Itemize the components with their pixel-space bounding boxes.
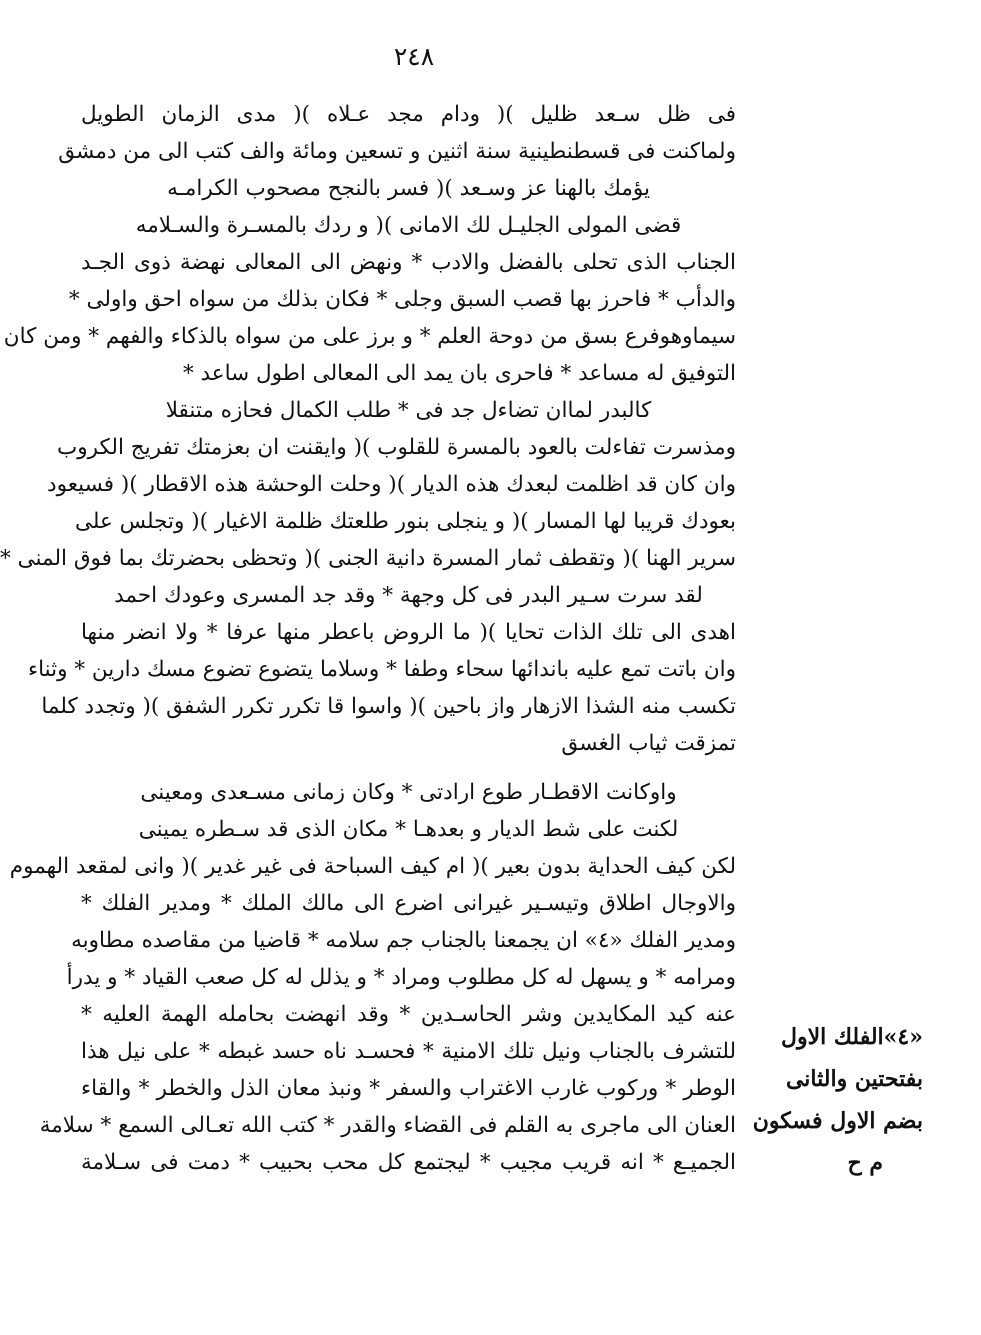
text-line: تكسب منه الشذا الازهار واز باحين )( واسوا قا تكرر تكرر الشفق )( وتجدد كلما bbox=[41, 694, 736, 719]
text-line: ومذسرت تفاءلت بالعود بالمسرة للقلوب )( وايقنت ان بعزمتك تفريج الكروب bbox=[57, 435, 736, 460]
verse-line: كالبدر لماان تضاءل جد فى * طلب الكمال فحازه متنقلا bbox=[165, 398, 652, 423]
text-line: والدأب * فاحرز بها قصب السبق وجلى * فكان بذلك من سواه احق واولى * bbox=[68, 287, 736, 312]
text-line: ومرامه * و يسهل له كل مطلوب ومراد * و يذلل له كل صعب القياد * و يدرأ bbox=[66, 965, 736, 990]
text-line: الجميـع * انه قريب مجيب * ليجتمع كل محب بحبيب * دمت فى سـلامة bbox=[81, 1150, 736, 1175]
margin-footnote-line: بضم الاول فسكون bbox=[752, 1108, 923, 1134]
text-line: فى ظل سـعد ظليل )( ودام مجد عـلاه )( مدى الزمان الطويل bbox=[81, 102, 736, 127]
verse-line: لقد سرت سـير البدر فى كل وجهة * وقد جد المسرى وعودك احمد bbox=[114, 583, 703, 608]
text-line: لكن كيف الحداية بدون بعير )( ام كيف السباحة فى غير غدير )( وانى لمقعد الهموم bbox=[9, 854, 736, 879]
text-line: بعودك قريبا لها المسار )( و ينجلى بنور طلعتك ظلمة الاغيار )( وتجلس على bbox=[74, 509, 736, 534]
text-line: ولماكنت فى قسطنطينية سنة اثنين و تسعين ومائة والف كتب الى من دمشق bbox=[58, 139, 736, 164]
text-line: والاوجال اطلاق وتيسـير غيرانى اضرع الى مالك الملك * ومدير الفلك * bbox=[81, 891, 736, 916]
text-line: وان كان قد اظلمت لبعدك هذه الديار )( وحلت الوحشة هذه الاقطار )( فسيعود bbox=[47, 472, 736, 497]
text-line: وان باتت تمع عليه باندائها سحاء وطفا * وسلاما يتضوع تضوع مسك دارين * وثناء bbox=[28, 657, 736, 682]
text-line: الجناب الذى تحلى بالفضل والادب * ونهض الى المعالى نهضة ذوى الجـد bbox=[81, 250, 736, 275]
text-line: اهدى الى تلك الذات تحايا )( ما الروض باعطر منها عرفا * ولا انضر منها bbox=[81, 620, 736, 645]
text-line: تمزقت ثياب الغسق bbox=[561, 731, 736, 756]
margin-footnote bbox=[752, 1016, 923, 1184]
text-line: سرير الهنا )( وتقطف ثمار المسرة دانية الجنى )( وتحظى بحضرتك بما فوق المنى * bbox=[0, 546, 736, 571]
margin-footnote-line: «٤»الفلك الاول bbox=[780, 1024, 923, 1050]
verse-line: لكنت على شط الديار و بعدهـا * مكان الذى قد سـطره يمينى bbox=[138, 817, 679, 842]
verse-line: يؤمك بالهنا عز وسـعد )( فسر بالنجح مصحوب الكرامـه bbox=[167, 176, 650, 201]
margin-footnote-code: م ح bbox=[847, 1150, 883, 1176]
text-line: عنه كيد المكايدين وشر الحاسـدين * وقد انهضت بحامله الهمة العليه * bbox=[81, 1002, 736, 1027]
verse-line: واوكانت الاقطـار طوع ارادتى * وكان زمانى مسـعدى ومعينى bbox=[140, 780, 677, 805]
text-line: الوطر * وركوب غارب الاغتراب والسفر * ونبذ معان الذل والخطر * والقاء bbox=[81, 1076, 736, 1101]
text-line: ومدير الفلك «٤» ان يجمعنا بالجناب جم سلامه * قاضيا من مقاصده مطاوبه bbox=[71, 928, 736, 953]
text-line: التوفيق له مساعد * فاحرى بان يمد الى المعالى اطول ساعد * bbox=[182, 361, 736, 386]
main-text-block bbox=[0, 96, 736, 1181]
text-line: للتشرف بالجناب ونيل تلك الامنية * فحسـد ناه حسد غبطه * على نيل هذا bbox=[81, 1039, 736, 1064]
margin-footnote-line: بفتحتين والثانى bbox=[785, 1066, 923, 1092]
text-line: سيماوهوفرع بسق من دوحة العلم * و برز على من سواه بالذكاء والفهم * ومن كان bbox=[3, 324, 736, 349]
page-number: ٢٤٨ bbox=[393, 42, 435, 71]
verse-line: قضى المولى الجليـل لك الامانى )( و ردك بالمسـرة والسـلامه bbox=[135, 213, 682, 238]
text-line: العنان الى ماجرى به القلم فى القضاء والقدر * كتب الله تعـالى السمع * سلامة bbox=[39, 1113, 736, 1138]
